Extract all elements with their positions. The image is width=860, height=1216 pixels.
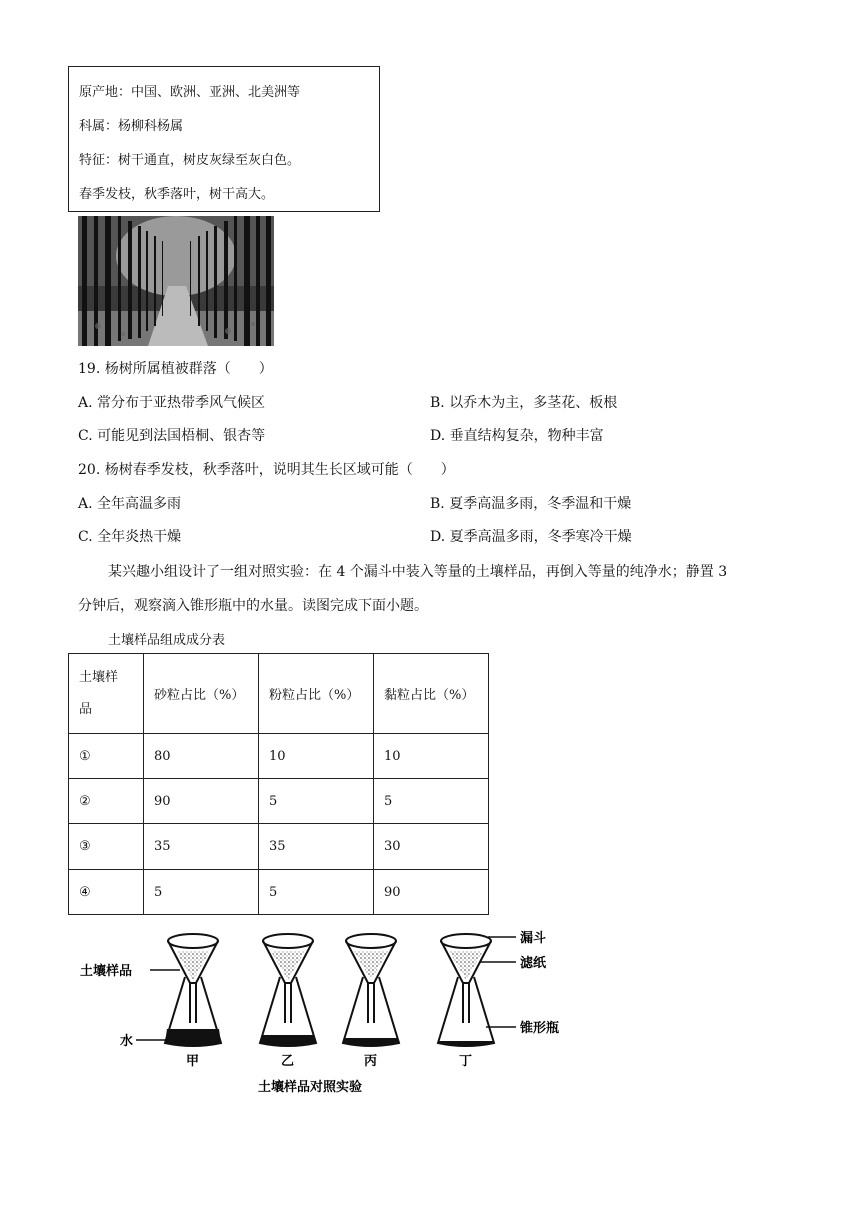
label-water: 水 — [120, 1034, 134, 1049]
cell-sample: ③ — [69, 824, 144, 870]
cell-sample: ① — [69, 734, 144, 779]
header-cell-sample — [69, 654, 144, 734]
q19-option-a: A. 常分布于亚热带季风气候区 — [78, 395, 266, 411]
q20-option-a: A. 全年高温多雨 — [78, 496, 182, 512]
cell-clay: 10 — [374, 734, 489, 779]
q19-stem: 19. 杨树所属植被群落（ ） — [78, 361, 273, 377]
header-cell-sand: 砂粒占比（%） — [144, 654, 259, 734]
table-row — [69, 734, 489, 779]
flask-ding — [438, 934, 494, 1046]
cell-clay: 5 — [374, 779, 489, 824]
header-cell-clay: 黏粒占比（%） — [374, 654, 489, 734]
flask-bing — [343, 934, 399, 1046]
cell-sand: 5 — [144, 870, 259, 915]
label-soil-sample: 土壤样品 — [80, 964, 133, 979]
cell-clay: 30 — [374, 824, 489, 870]
poplar-forest-photo — [78, 216, 274, 346]
table-header-row — [69, 654, 489, 734]
info-line-features: 特征：树干通直，树皮灰绿至灰白色。 — [79, 153, 301, 168]
intro-line-2: 分钟后，观察滴入锥形瓶中的水量。读图完成下面小题。 — [78, 598, 428, 614]
table-row — [69, 779, 489, 824]
cell-silt: 10 — [259, 734, 374, 779]
info-box — [68, 66, 380, 212]
label-funnel: 漏斗 — [520, 931, 547, 946]
info-line-season: 春季发枝，秋季落叶，树干高大。 — [79, 187, 275, 202]
cell-silt: 35 — [259, 824, 374, 870]
q20-option-c: C. 全年炎热干燥 — [78, 529, 182, 545]
q19-option-c: C. 可能见到法国梧桐、银杏等 — [78, 428, 266, 444]
label-flask-jia: 甲 — [186, 1054, 200, 1069]
q20-option-b: B. 夏季高温多雨，冬季温和干燥 — [430, 496, 632, 512]
q20-option-d: D. 夏季高温多雨，冬季寒冷干燥 — [430, 529, 632, 545]
intro-line-1: 某兴趣小组设计了一组对照实验：在 4 个漏斗中装入等量的土壤样品，再倒入等量的纯净水；静置 3 — [108, 564, 728, 580]
flask-yi — [260, 934, 316, 1046]
label-flask: 锥形瓶 — [520, 1021, 560, 1036]
info-line-origin: 原产地：中国、欧洲、亚洲、北美洲等 — [79, 85, 301, 100]
cell-silt: 5 — [259, 779, 374, 824]
cell-sand: 90 — [144, 779, 259, 824]
cell-sand: 80 — [144, 734, 259, 779]
cell-sample: ④ — [69, 870, 144, 915]
q20-stem: 20. 杨树春季发枝，秋季落叶，说明其生长区域可能（ ） — [78, 462, 455, 478]
label-flask-bing: 丙 — [364, 1054, 378, 1069]
cell-sand: 35 — [144, 824, 259, 870]
q19-option-b: B. 以乔木为主，多茎花、板根 — [430, 395, 618, 411]
header-sample-line2: 品 — [79, 701, 93, 717]
cell-clay: 90 — [374, 870, 489, 915]
soil-composition-table — [68, 653, 489, 915]
cell-sample: ② — [69, 779, 144, 824]
header-cell-silt: 粉粒占比（%） — [259, 654, 374, 734]
table-caption: 土壤样品组成成分表 — [108, 633, 226, 648]
table-row — [69, 824, 489, 870]
diagram-caption: 土壤样品对照实验 — [258, 1080, 363, 1095]
info-line-family: 科属：杨柳科杨属 — [79, 119, 184, 134]
flask-jia — [165, 934, 221, 1046]
label-filter-paper: 滤纸 — [520, 956, 547, 971]
label-flask-ding: 丁 — [459, 1054, 473, 1069]
experiment-diagram — [68, 925, 588, 1105]
label-flask-yi: 乙 — [281, 1054, 295, 1069]
cell-silt: 5 — [259, 870, 374, 915]
header-sample-line1: 土壤样 — [79, 669, 119, 685]
q19-option-d: D. 垂直结构复杂，物种丰富 — [430, 428, 604, 444]
table-row — [69, 870, 489, 915]
